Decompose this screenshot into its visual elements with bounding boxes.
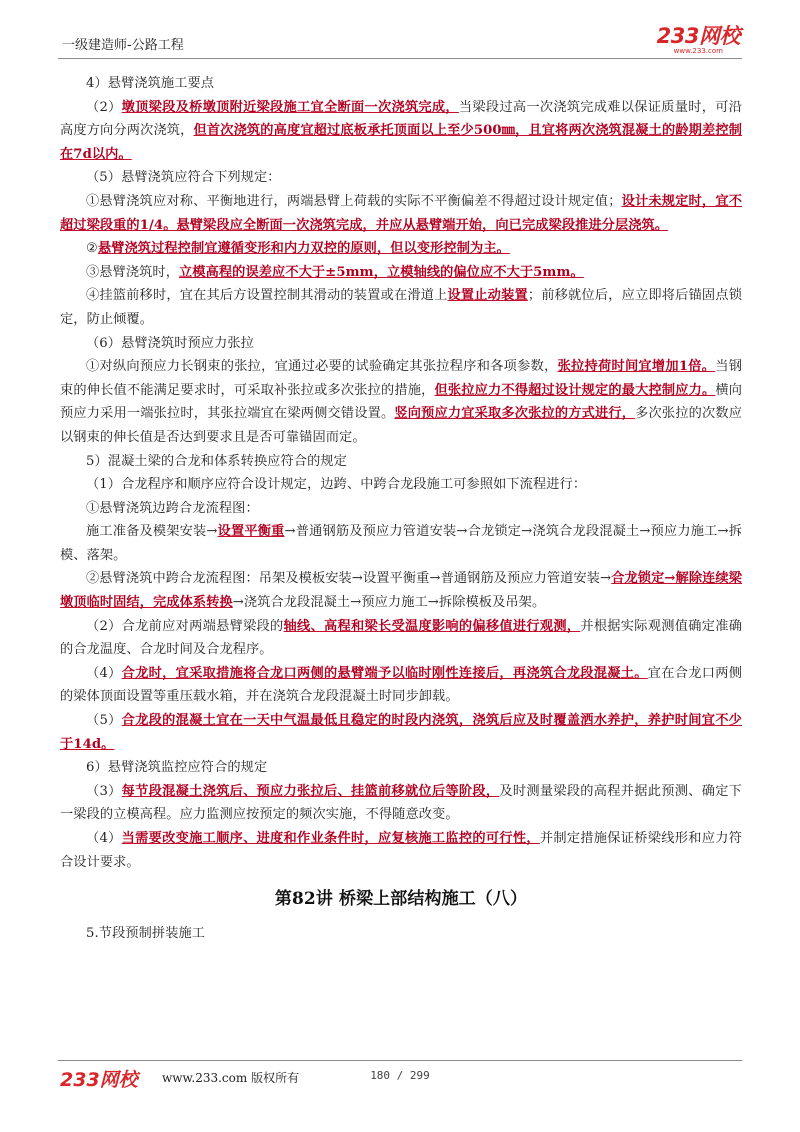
text-run: 及时测量梁段的高程并据此预测、确定下一梁段的立模高程。应力监测应按预定的频次实施，不得随意改变。 [60,783,742,823]
header-title: 一级建造师-公路工程 [62,38,184,53]
text-run: 当钢束的伸长值不能满足要求时，可采取补张拉或多次张拉的措施， [60,359,743,398]
text-run: ②悬臂浇筑中跨合龙流程图：吊架及模板安装→设置平衡重→普通钢筋及预应力管道安装→ [86,571,612,587]
rule-4 [60,284,742,331]
highlight-text: 当需要改变施工顺序、进度和作业条件时，应复核施工监控的可行性， [121,831,540,846]
closure-rule-1: （1）合龙程序和顺序应符合设计规定，边跨、中跨合龙段施工可参照如下流程进行： [86,477,587,493]
heading-cantilever-points: 4）悬臂浇筑施工要点 [86,76,215,91]
text-run: ② [86,241,98,257]
brand-logo-text: 233网校 [656,24,740,48]
highlight-text: 悬臂浇筑过程控制宜遵循变形和内力双控的原则，但以变形控制为主。 [97,241,510,257]
highlight-text: 轴线、高程和梁长受温度影响的偏移值进行观测， [283,618,581,634]
closure-rule-2 [60,615,742,662]
text-run: ；前移就位后，应立即将后锚固点锁定，防止倾覆。 [60,288,742,327]
paragraph-5-rules: （5）悬臂浇筑应符合下列规定： [86,170,281,186]
text-run: 并根据实际观测值确定准确的合龙温度、合龙时间及合龙程序。 [60,618,743,658]
text-run: （5） [86,713,122,729]
page-header [58,24,742,59]
text-run: →普通钢筋及预应力管道安装→合龙锁定→浇筑合龙段混凝土→预应力施工→拆模、落架。 [60,524,742,563]
text-run: 横向预应力采用一端张拉时，其张拉端宜在梁两侧交错设置。 [60,382,742,422]
rule-3 [60,261,742,285]
text-run: ①悬臂浇筑应对称、平衡地进行，两端悬臂上荷载的实际不平衡偏差不得超过设计规定值； [86,193,622,209]
monitoring-rule-3 [60,780,742,827]
highlight-text: 每节段混凝土浇筑后、预应力张拉后、挂篮前移就位后等阶段， [121,783,500,799]
document-body [60,72,742,945]
side-span-flow [60,520,742,567]
highlight-text: 合龙时，宜采取措施将合龙口两侧的悬臂端予以临时刚性连接后，再浇筑合龙段混凝土。 [121,665,648,681]
closure-rule-5 [60,709,742,756]
side-span-flow-title: ①悬臂浇筑边跨合龙流程图： [86,500,259,516]
highlight-text: 立模高程的误差应不大于±5mm，立模轴线的偏位应不大于5mm。 [179,264,584,280]
text-run: 并制定措施保证桥梁线形和应力符合设计要求。 [60,831,742,870]
heading-monitoring: 6）悬臂浇筑监控应符合的规定 [86,760,268,776]
highlight-text: 设置平衡重 [217,524,285,540]
highlight-text: 墩顶梁段及桥墩顶附近梁段施工宜全断面一次浇筑完成， [121,99,459,115]
highlight-text: 合龙锁定→解除连续梁墩顶临时固结，完成体系转换 [60,571,742,611]
highlight-text: 但张拉应力不得超过设计规定的最大控制应力。 [434,382,716,398]
page-footer [58,1060,742,1089]
text-run: →浇筑合龙段混凝土→预应力施工→拆除模板及吊架。 [232,595,546,611]
text-run: 当梁段过高一次浇筑完成难以保证质量时，可沿高度方向分两次浇筑， [60,99,742,139]
footer-logo: 233网校 [60,1069,138,1091]
text-run: （3） [86,783,122,799]
page-number: 180 / 299 [370,1069,430,1082]
heading-prestress: （6）悬臂浇筑时预应力张拉 [86,335,254,351]
highlight-text: 张拉持荷时间宜增加1倍。 [557,359,716,375]
text-run: 施工准备及模架安装→ [86,524,218,540]
highlight-text: 设置止动装置 [447,288,528,304]
highlight-text: 设计未规定时，宜不超过梁段重的1/4。悬臂梁段应全断面一次浇筑完成，并应从悬臂端开始，向已完成梁段推进分层浇筑。 [60,193,742,233]
brand-logo-url: www.233.com [673,47,723,55]
monitoring-rule-4 [60,827,742,874]
mid-span-flow [60,567,742,614]
text-run: 多次张拉的次数应以钢束的伸长值是否达到要求且是否可靠锚固而定。 [60,406,742,445]
highlight-text: 但首次浇筑的高度宜超过底板承托顶面以上至少500㎜，且宜将两次浇筑混凝土的龄期差控制在7d以内。 [60,123,743,162]
lecture-title: 第82讲 桥梁上部结构施工（八） [274,889,528,910]
closure-rule-4 [60,662,742,709]
text-run: （2）合龙前应对两端悬臂梁段的 [86,618,284,634]
brand-logo [657,26,740,55]
footer-copyright: www.233.com 版权所有 [162,1071,300,1085]
heading-closure: 5）混凝土梁的合龙和体系转换应符合的规定 [86,453,347,469]
text-run: （4） [86,665,122,681]
text-run: （4） [86,831,122,846]
highlight-text: 合龙段的混凝土宜在一天中气温最低且稳定的时段内浇筑，浇筑后应及时覆盖洒水养护，养护时间宜不少于14d。 [60,713,742,752]
text-run: ①对纵向预应力长钢束的张拉，宜通过必要的试验确定其张拉程序和各项参数， [86,359,558,375]
paragraph-2 [60,96,742,167]
highlight-text: 竖向预应力宜采取多次张拉的方式进行， [394,406,636,422]
text-run: ③悬臂浇筑时， [86,264,180,280]
text-run: （2） [86,99,122,115]
rule-2 [60,237,742,261]
subsection-heading: 5.节段预制拼装施工 [86,925,206,941]
prestress-paragraph [60,355,742,449]
text-run: 宜在合龙口两侧的梁体顶面设置等重压载水箱，并在浇筑合龙段混凝土时同步卸载。 [60,665,742,705]
text-run: ④挂篮前移时，宜在其后方设置控制其滑动的装置或在滑道上 [86,288,448,304]
rule-1 [60,190,742,237]
